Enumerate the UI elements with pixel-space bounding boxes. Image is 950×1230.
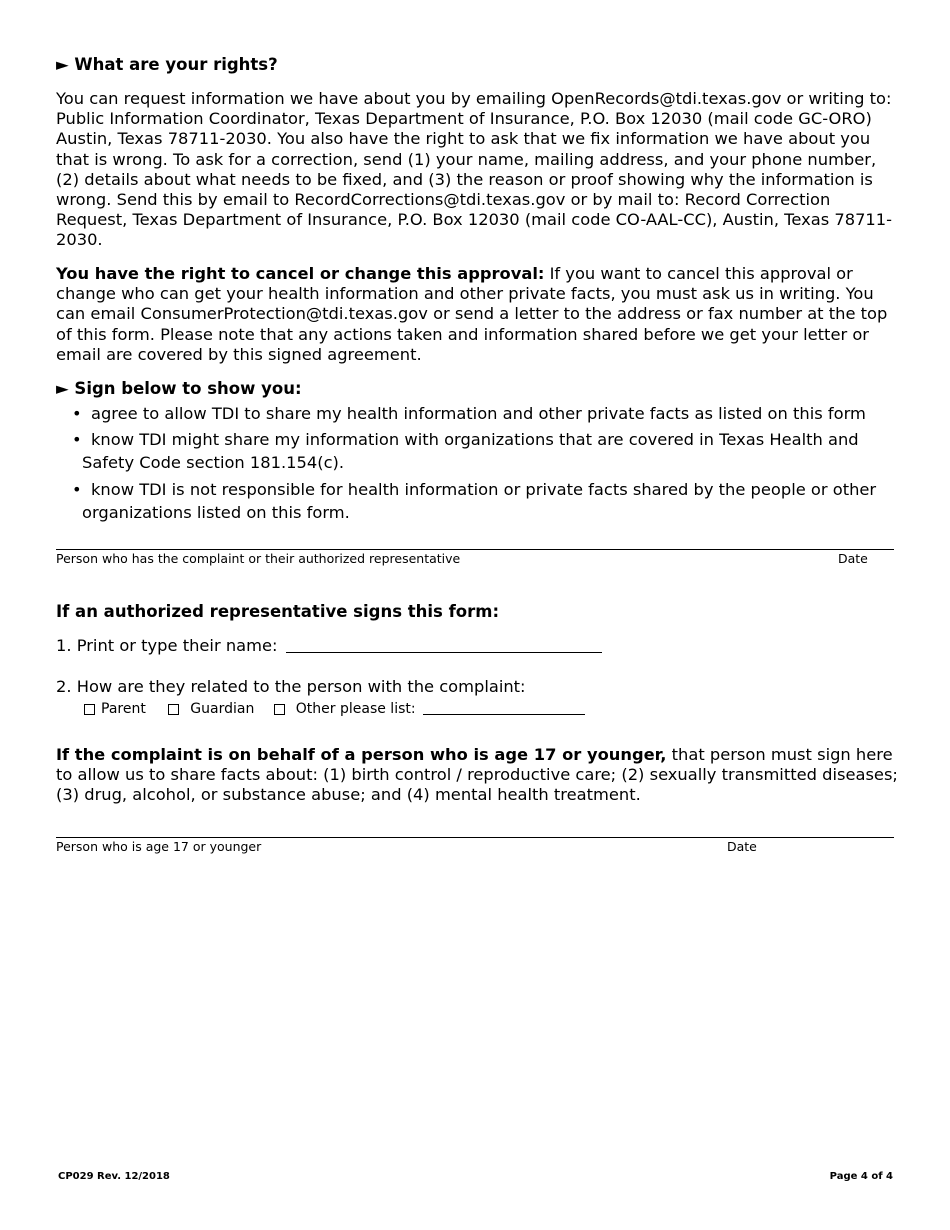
parent-option-label: Parent <box>101 701 146 717</box>
signature-date-label-complainant: Date <box>838 551 868 566</box>
minor-text: that person must sign here to allow us to share facts about: (1) birth control / reproductive care; (2) sexually transmitted diseases; (3) drug, alcohol, or substance abuse; and (4) mental health treatment. <box>56 745 898 805</box>
signature-label-complainant: Person who has the complaint or their authorized representative <box>56 551 461 566</box>
minor-paragraph <box>56 745 898 806</box>
other-checkbox[interactable] <box>274 704 285 715</box>
parent-checkbox[interactable] <box>84 704 95 715</box>
sign-heading: ► Sign below to show you: <box>56 379 302 398</box>
other-option-label: Other please list: <box>295 701 416 717</box>
bullet-glyph: • <box>72 404 82 423</box>
rights-heading: ► What are your rights? <box>56 55 278 74</box>
bullet-glyph: • <box>72 480 82 499</box>
bullet-glyph: • <box>72 430 82 449</box>
bullet-text-continued: Safety Code section 181.154(c). <box>82 453 345 472</box>
signature-line-minor[interactable] <box>56 837 894 838</box>
guardian-option-label: Guardian <box>190 701 255 717</box>
signature-line-complainant[interactable] <box>56 549 894 550</box>
bullet-text-continued: organizations listed on this form. <box>82 503 350 522</box>
relationship-question: 2. How are they related to the person with the complaint: <box>56 677 526 696</box>
sign-bullet-2 <box>72 428 921 474</box>
bullet-text: agree to allow TDI to share my health information and other private facts as listed on this form <box>91 404 866 423</box>
bullet-text: know TDI might share my information with organizations that are covered in Texas Health and <box>91 430 859 449</box>
rights-paragraph: You can request information we have about you by emailing OpenRecords@tdi.texas.gov or writing to: Public Information Coordinator, Texas Department of Insurance, P.O. Box 12030 (mail code GC-ORO) Austin, Texas 78711-2030. You also have the right to ask that we fix information we have about you that is wrong. To ask for a correction, send (1) your name, mailing address, and your phone number, (2) details about what needs to be fixed, and (3) the reason or proof showing why the information is wrong. Send this by email to RecordCorrections@tdi.texas.gov or by mail to: Record Correction Request, Texas Department of Insurance, P.O. Box 12030 (mail code CO-AAL-CC), Austin, Texas 78711-2030. <box>56 89 893 250</box>
signature-label-minor: Person who is age 17 or younger <box>56 839 262 854</box>
guardian-checkbox[interactable] <box>168 704 179 715</box>
minor-lead: If the complaint is on behalf of a person who is age 17 or younger, <box>56 745 667 764</box>
bullet-text: know TDI is not responsible for health information or private facts shared by the people or other <box>91 480 877 499</box>
cancel-lead: You have the right to cancel or change this approval: <box>56 264 545 283</box>
page-number: Page 4 of 4 <box>829 1171 893 1182</box>
representative-heading: If an authorized representative signs this form: <box>56 602 500 621</box>
representative-name-row <box>56 636 602 656</box>
cancel-paragraph <box>56 264 898 365</box>
sign-bullet-3 <box>72 478 921 524</box>
form-id: CP029 Rev. 12/2018 <box>58 1171 170 1182</box>
representative-name-label: 1. Print or type their name: <box>56 636 278 655</box>
relationship-options <box>84 701 585 717</box>
other-relationship-field[interactable] <box>423 714 585 715</box>
representative-name-field[interactable] <box>286 652 602 653</box>
sign-bullet-1 <box>72 402 921 425</box>
signature-date-label-minor: Date <box>727 839 757 854</box>
cancel-text: If you want to cancel this approval or change who can get your health information and other private facts, you must ask us in writing. You can email ConsumerProtection@tdi.texas.gov or send a letter to the address or fax number at the top of this form. Please note that any actions taken and information shared before we get your letter or email are covered by this signed agreement. <box>56 264 888 364</box>
